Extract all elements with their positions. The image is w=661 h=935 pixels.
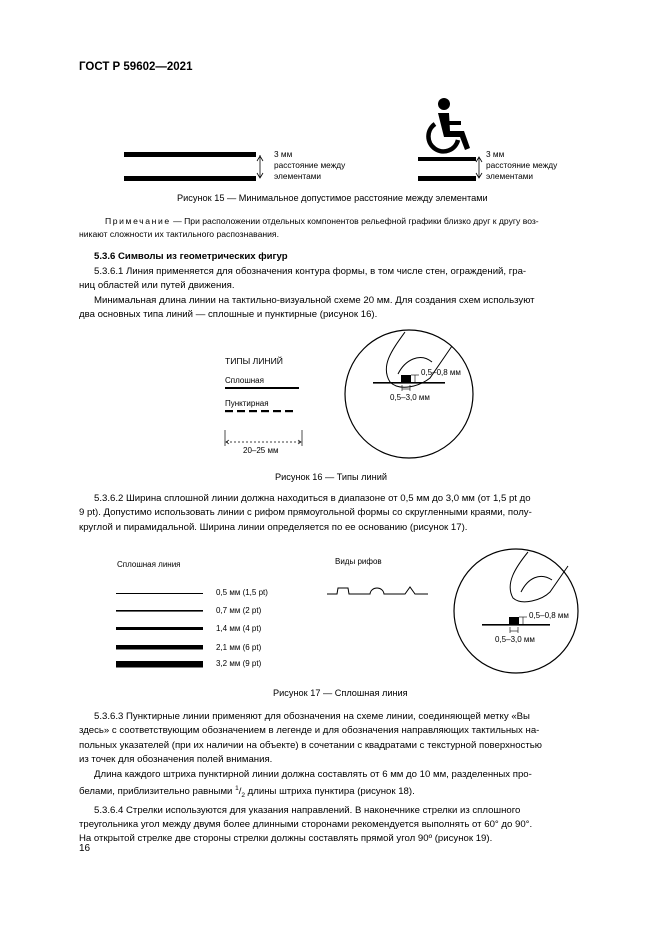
- fig16-solid-label: Сплошная: [225, 376, 264, 385]
- p2-line2: два основных типа линий — сплошные и пунктирные (рисунок 16).: [79, 309, 378, 321]
- note-text-2: никают сложности их тактильного распознавания.: [79, 229, 279, 239]
- fig16-dashed-label: Пунктирная: [225, 399, 269, 408]
- figure-17-caption: Рисунок 17 — Сплошная линия: [273, 688, 408, 698]
- fig17-width-3: 1,4 мм (4 pt): [216, 624, 262, 633]
- fig17-width-5: 3,2 мм (9 pt): [216, 659, 262, 668]
- fig16-title: ТИПЫ ЛИНИЙ: [225, 356, 283, 366]
- fig15-left-label-1: 3 мм: [274, 149, 293, 159]
- p5-line2: белами, приблизительно равными $^1/_2$ длины штриха пунктира (рисунок 18).: [79, 785, 415, 800]
- note-label: Примечание: [105, 216, 171, 226]
- note-text: — При расположении отдельных компонентов рельефной графики близко друг к другу воз-: [170, 216, 539, 226]
- fraction-denominator: 2: [241, 792, 245, 800]
- fig17-width-4: 2,1 мм (6 pt): [216, 643, 262, 652]
- fig16-length-label: 20–25 мм: [243, 446, 279, 455]
- p2-line1: Минимальная длина линии на тактильно-визуальной схеме 20 мм. Для создания схем используют: [94, 294, 535, 306]
- p5-line1: Длина каждого штриха пунктирной линии должна составлять от 6 мм до 10 мм, разделенных про-: [94, 768, 532, 780]
- p5-line2-b: длины штриха пунктира (рисунок 18).: [245, 786, 415, 798]
- fig17-solid-title: Сплошная линия: [117, 560, 181, 569]
- fig15-right-label-2: расстояние между: [486, 160, 558, 170]
- p4-line4: из точек для обозначения полей внимания.: [79, 754, 273, 766]
- fig16-gap-label: 0,5–3,0 мм: [390, 393, 430, 402]
- fig16-width-label: 0,5–0,8 мм: [421, 368, 461, 377]
- fig17-gap-label: 0,5–3,0 мм: [495, 635, 535, 644]
- section-title: 5.3.6 Символы из геометрических фигур: [94, 251, 288, 262]
- p5-line2-a: белами, приблизительно равными: [79, 786, 236, 798]
- fig17-width-label: 0,5–0,8 мм: [529, 611, 569, 620]
- fig15-left-label-2: расстояние между: [274, 160, 346, 170]
- p6-line2: треугольника угол между двумя более длинными сторонами рекомендуется выполнять от 60° до 90°.: [79, 818, 533, 830]
- fig17-width-1: 0,5 мм (1,5 pt): [216, 588, 268, 597]
- paragraph-5363: [79, 710, 584, 847]
- fig17-line-5: [116, 661, 203, 668]
- p6-line1: 5.3.6.4 Стрелки используются для указания направлений. В наконечнике стрелки из сплошного: [94, 804, 521, 816]
- figure-15-caption: Рисунок 15 — Минимальное допустимое расстояние между элементами: [177, 193, 488, 203]
- p3-line1: 5.3.6.2 Ширина сплошной линии должна находиться в диапазоне от 0,5 мм до 3,0 мм (от 1,5 pt до: [94, 493, 531, 504]
- p6-line3: На открытой стрелке две стороны стрелки должны составлять прямой угол 90º (рисунок 19).: [79, 833, 493, 845]
- fig17-line-4: [116, 645, 203, 650]
- fig17-finger-icon: [510, 552, 568, 602]
- fig15-right-label-3: элементами: [486, 171, 534, 181]
- p1-line2: ниц областей или путей движения.: [79, 280, 235, 292]
- p3-line2: 9 pt). Допустимо использовать линии с рифом прямоугольной формы со скругленными краями, полу-: [79, 507, 532, 519]
- p4-line3: польных указателей (при их наличии на объекте) в сочетании с квадратами с текстурной поверхностью: [79, 739, 542, 751]
- fig15-right-label-1: 3 мм: [486, 149, 505, 159]
- p1-line1: 5.3.6.1 Линия применяется для обозначения контура формы, в том числе стен, ограждений, гра-: [94, 266, 527, 277]
- p4-line1: 5.3.6.3 Пунктирные линии применяют для обозначения на схеме линии, соединяющей метку «Вы: [94, 711, 530, 722]
- p4-line2: здесь» с соответствующим обозначением в легенде и для обозначения направляющих тактильных на-: [79, 725, 540, 737]
- document-header: ГОСТ Р 59602—2021: [79, 61, 193, 73]
- fig17-rib-title: Виды рифов: [335, 557, 382, 566]
- fig17-rib: [509, 617, 519, 625]
- fraction-numerator: 1: [235, 785, 239, 793]
- figure-16-caption: Рисунок 16 — Типы линий: [275, 472, 388, 482]
- fig15-left-label-3: элементами: [274, 171, 322, 181]
- page-number: 16: [79, 843, 91, 854]
- fig17-line-1: [116, 593, 203, 594]
- fig17-rib-profiles: [327, 587, 428, 594]
- fig17-line-3: [116, 627, 203, 630]
- p3-line3: круглой и пирамидальной. Ширина линии определяется по ее основанию (рисунок 17).: [79, 521, 468, 533]
- fig17-line-2: [116, 610, 203, 612]
- fig17-width-2: 0,7 мм (2 pt): [216, 606, 262, 615]
